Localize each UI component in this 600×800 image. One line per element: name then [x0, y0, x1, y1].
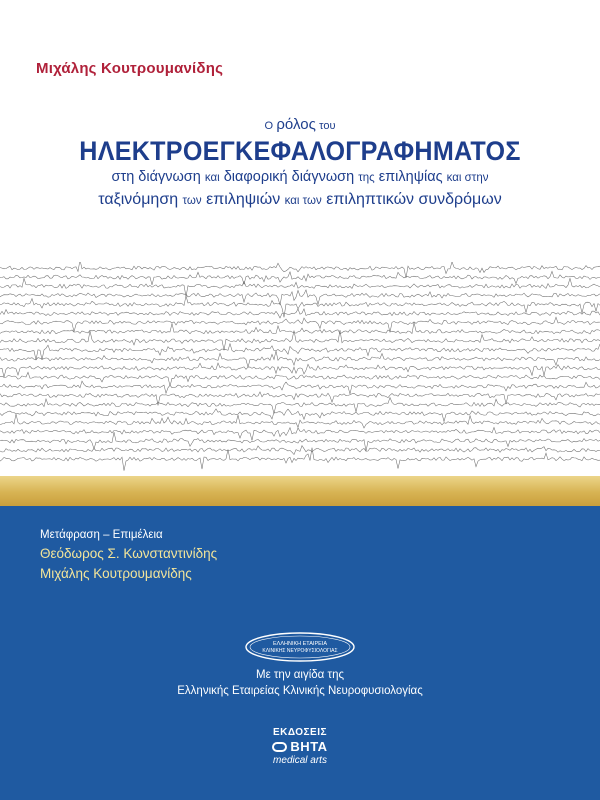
title-word: ταξινόμηση [98, 191, 179, 208]
publisher-logo [254, 727, 346, 767]
eeg-trace [0, 414, 600, 428]
title-main: ΗΛΕΚΤΡΟΕΓΚΕΦΑΛΟΓΡΑΦΗΜΑΤΟΣ [79, 136, 521, 166]
aegis-line: Ελληνικής Εταιρείας Κλινικής Νευροφυσιολογίας [177, 685, 423, 697]
publisher-bottom: medical arts [273, 755, 327, 766]
title-word: της [358, 172, 375, 184]
eeg-trace [0, 344, 600, 360]
eeg-trace [0, 278, 600, 296]
eeg-trace [0, 262, 600, 278]
eeg-trace [0, 363, 600, 377]
eeg-trace [0, 330, 600, 350]
eeg-trace [0, 398, 600, 414]
editor-name: Θεόδωρος Σ. Κωνσταντινίδης [40, 546, 218, 561]
title-line-1 [40, 116, 560, 135]
eeg-trace [0, 381, 600, 394]
title-word: και [204, 172, 220, 184]
title-word: ρόλος [276, 116, 316, 133]
publisher-name: ΒΗΤΑ [290, 739, 328, 754]
title-word: στη διάγνωση [111, 169, 201, 185]
gold-band [0, 476, 600, 506]
title-word: Ο [264, 120, 274, 132]
eeg-trace [0, 351, 600, 368]
eeg-trace [0, 427, 600, 440]
seal-text: ΕΛΛΗΝΙΚΗ ΕΤΑΙΡΕΙΑ [272, 641, 328, 647]
eeg-trace [0, 290, 600, 305]
editor-name: Μιχάλης Κουτρουμανίδης [40, 566, 192, 581]
seal-text: ΚΛΙΝΙΚΗΣ ΝΕΥΡΟΦΥΣΙΟΛΟΓΙΑΣ [262, 648, 338, 654]
credits-role: Μετάφραση – Επιμέλεια [40, 529, 163, 541]
aegis-line: Με την αιγίδα της [255, 669, 345, 681]
eeg-trace [0, 309, 600, 318]
title-word: και στην [446, 172, 489, 184]
translation-credits [40, 526, 217, 584]
title-word: διαφορική διάγνωση [223, 169, 355, 185]
title-word: επιληψιών [206, 191, 281, 208]
aegis-statement [60, 667, 540, 699]
title-line-4 [40, 189, 560, 212]
eeg-trace [0, 409, 600, 422]
eeg-trace [0, 271, 600, 285]
infinity-icon [272, 742, 287, 752]
eeg-trace [0, 372, 600, 386]
publisher-mark [254, 739, 346, 755]
eeg-traces-illustration [0, 262, 600, 472]
title-word: επιληψίας [378, 169, 443, 185]
eeg-trace [0, 432, 600, 451]
book-title [40, 116, 560, 212]
title-line-3 [40, 167, 560, 189]
title-word: του [319, 120, 336, 132]
title-word: και των [284, 195, 322, 207]
title-word: επιληπτικών συνδρόμων [326, 191, 502, 208]
title-word: των [182, 195, 202, 207]
society-seal-logo [244, 631, 356, 663]
eeg-trace [0, 446, 600, 455]
publisher-top: ΕΚΔΟΣΕΙΣ [272, 727, 328, 738]
author-name: Μιχάλης Κουτρουμανίδης [36, 60, 224, 77]
eeg-trace [0, 392, 600, 406]
